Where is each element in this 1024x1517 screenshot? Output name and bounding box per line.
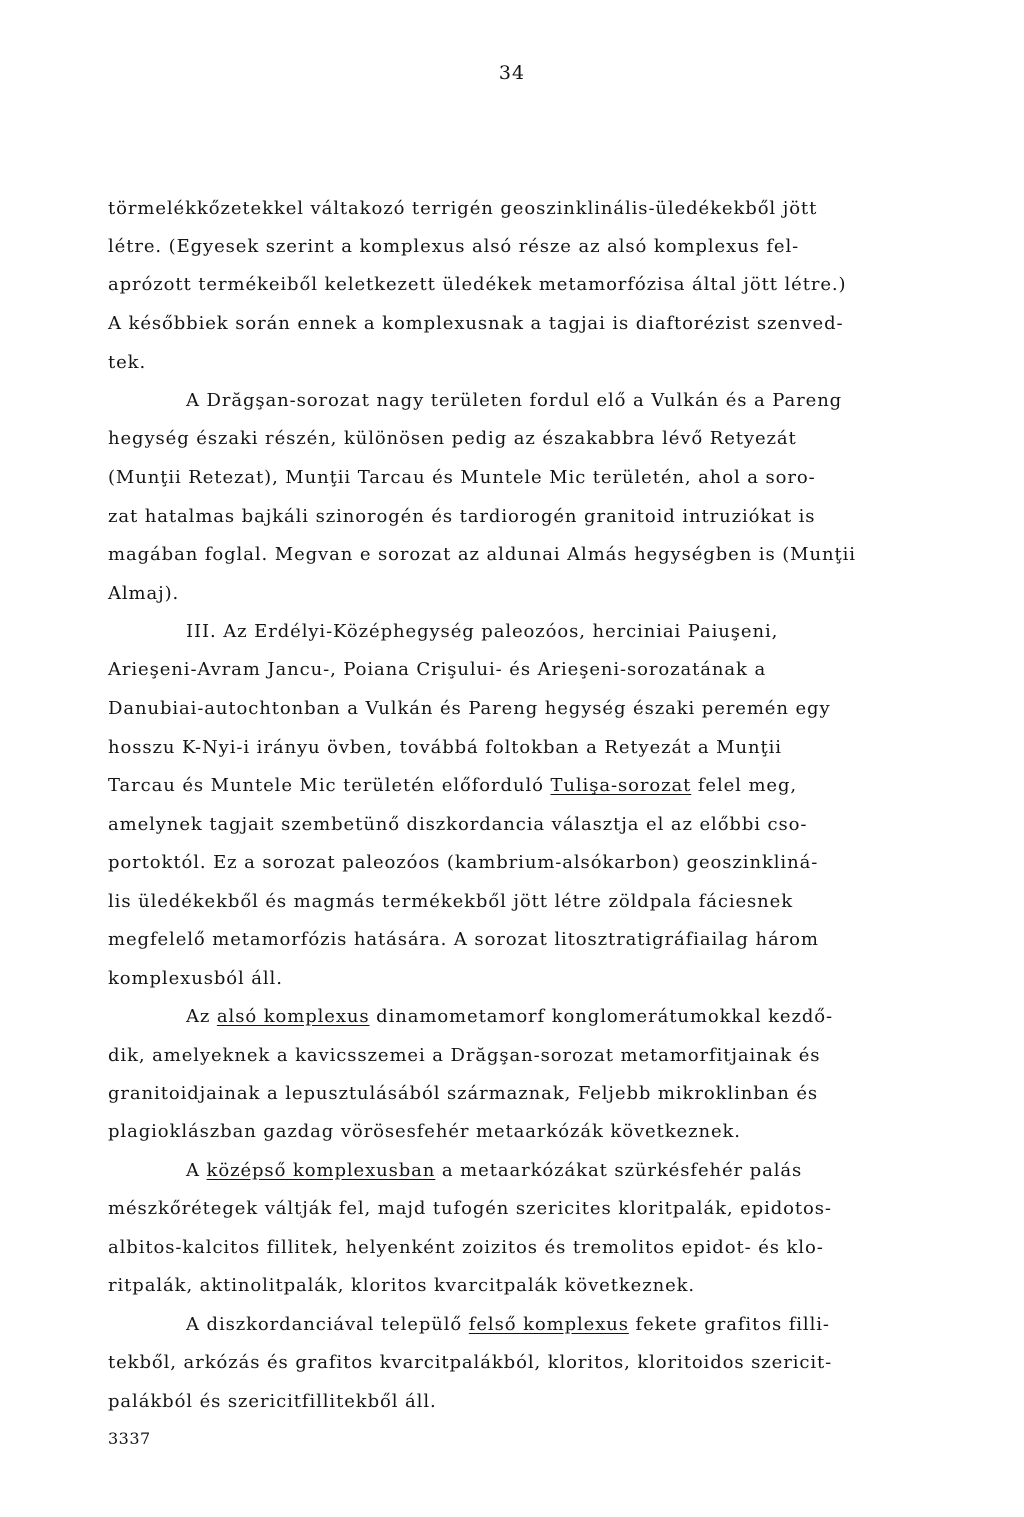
- text-run: Tarcau és Muntele Mic területén előforduló: [108, 775, 551, 796]
- text-line: portoktól. Ez a sorozat paleozóos (kambrium-alsókarbon) geoszinkliná-: [108, 852, 819, 873]
- text-line: [186, 1314, 830, 1336]
- text-run: Az: [186, 1006, 217, 1027]
- text-line: magában foglal. Megvan e sorozat az aldunai Almás hegységben is (Munţii: [108, 544, 856, 565]
- text-line: mészkőrétegek váltják fel, majd tufogén szericites kloritpalák, epidotos-: [108, 1198, 832, 1219]
- text-line: Arieşeni-Avram Jancu-, Poiana Crişului- és Arieşeni-sorozatának a: [108, 659, 767, 680]
- text-line: zat hatalmas bajkáli szinorogén és tardiorogén granitoid intruziókat is: [108, 506, 816, 527]
- text-line: dik, amelyeknek a kavicsszemei a Drăgşan-sorozat metamorfitjainak és: [108, 1045, 821, 1066]
- text-line: ritpalák, aktinolitpalák, kloritos kvarcitpalák következnek.: [108, 1275, 696, 1296]
- text-run: a metaarkózákat szürkésfehér palás: [435, 1160, 803, 1181]
- text-line: palákból és szericitfillitekből áll.: [108, 1391, 437, 1412]
- text-line: albitos-kalcitos fillitek, helyenként zoizitos és tremolitos epidot- és klo-: [108, 1237, 824, 1258]
- text-line: [186, 1160, 802, 1182]
- text-run: fekete grafitos filli-: [628, 1314, 830, 1335]
- text-line: A Drăgşan-sorozat nagy területen fordul elő a Vulkán és a Pareng: [186, 390, 843, 411]
- text-line: granitoidjainak a lepusztulásából származnak, Feljebb mikroklinban és: [108, 1083, 819, 1104]
- text-run: dinamometamorf konglomerátumokkal kezdő-: [369, 1006, 833, 1027]
- text-line: A későbbiek során ennek a komplexusnak a tagjai is diaftorézist szenved-: [108, 313, 844, 334]
- text-line: megfelelő metamorfózis hatására. A sorozat litosztratigráfiailag három: [108, 929, 819, 950]
- footer-code: 3337: [108, 1429, 151, 1448]
- text-line: lis üledékekből és magmás termékekből jött létre zöldpala fáciesnek: [108, 891, 794, 912]
- text-line: III. Az Erdélyi-Középhegység paleozóos, herciniai Paiuşeni,: [186, 621, 779, 642]
- text-line: [108, 775, 797, 797]
- text-line: tek.: [108, 352, 147, 373]
- text-line: törmelékkőzetekkel váltakozó terrigén geoszinklinális-üledékekből jött: [108, 198, 818, 219]
- text-line: hegység északi részén, különösen pedig az északabbra lévő Retyezát: [108, 428, 797, 449]
- text-line: plagioklászban gazdag vörösesfehér metaarkózák következnek.: [108, 1121, 741, 1142]
- text-line: (Munţii Retezat), Munţii Tarcau és Muntele Mic területén, ahol a soro-: [108, 467, 816, 488]
- underlined-term: középső komplexusban: [206, 1160, 436, 1181]
- text-run: felel meg,: [691, 775, 798, 796]
- underlined-term: felső komplexus: [468, 1314, 629, 1335]
- text-line: tekből, arkózás és grafitos kvarcitpalákból, kloritos, kloritoidos szericit-: [108, 1352, 833, 1373]
- text-run: A: [186, 1160, 207, 1181]
- text-line: Danubiai-autochtonban a Vulkán és Pareng hegység északi peremén egy: [108, 698, 831, 719]
- text-line: aprózott termékeiből keletkezett üledékek metamorfózisa által jött létre.): [108, 274, 847, 295]
- underlined-term: alsó komplexus: [216, 1006, 370, 1027]
- text-line: [186, 1006, 833, 1028]
- text-line: létre. (Egyesek szerint a komplexus alsó része az alsó komplexus fel-: [108, 236, 800, 257]
- text-line: amelynek tagjait szembetünő diszkordancia választja el az előbbi cso-: [108, 814, 808, 835]
- page-number: 34: [498, 62, 526, 84]
- text-line: komplexusból áll.: [108, 968, 283, 989]
- text-run: A diszkordanciával települő: [186, 1314, 469, 1335]
- text-line: hosszu K-Nyi-i irányu övben, továbbá foltokban a Retyezát a Munţii: [108, 737, 782, 758]
- underlined-term: Tulişa-sorozat: [550, 775, 692, 796]
- text-line: Almaj).: [108, 583, 180, 604]
